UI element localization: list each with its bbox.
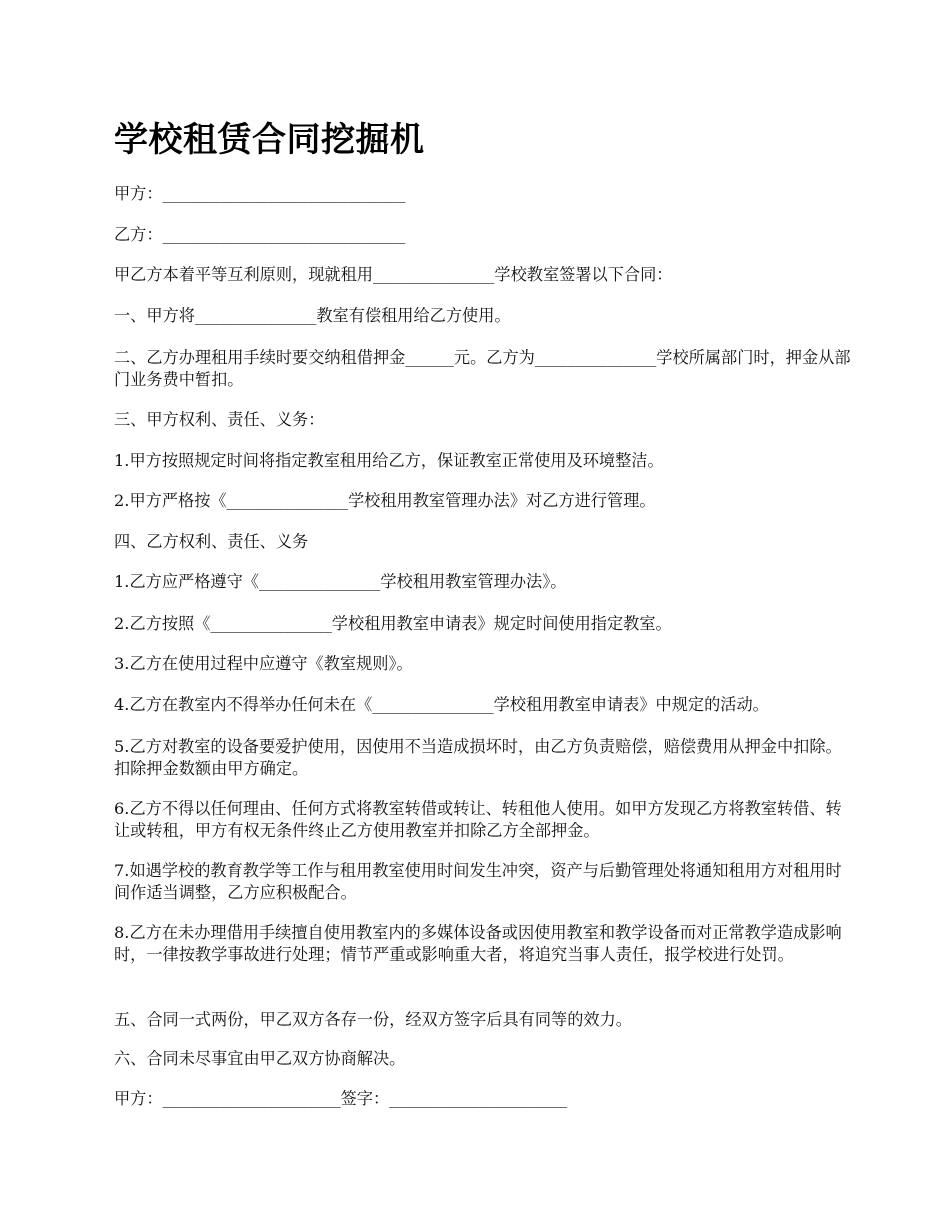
clause-4-1: 1.乙方应严格遵守《_______________学校租用教室管理办法》。	[114, 572, 567, 591]
clause-2: 二、乙方办理租用手续时要交纳租借押金______元。乙方为_______________学校所属部门时，押金从部门业务费中暂扣。	[114, 348, 851, 389]
section-3-heading: 三、甲方权利、责任、义务：	[114, 410, 325, 429]
document-title: 学校租赁合同挖掘机	[114, 120, 425, 160]
clause-1: 一、甲方将_______________教室有偿租用给乙方使用。	[114, 306, 511, 325]
preamble: 甲乙方本着平等互利原则，现就租用_______________学校教室签署以下合同：	[114, 265, 673, 284]
section-5: 五、合同一式两份，甲乙双方各存一份，经双方签字后具有同等的效力。	[114, 1010, 632, 1029]
party-b-line: 乙方：______________________________	[114, 225, 406, 244]
clause-3-1: 1.甲方按照规定时间将指定教室租用给乙方，保证教室正常使用及环境整洁。	[114, 451, 664, 470]
party-a-line: 甲方：______________________________	[114, 184, 406, 203]
clause-4-7: 7.如遇学校的教育教学等工作与租用教室使用时间发生冲突，资产与后勤管理处将通知租用方对租用时间作适当调整，乙方应积极配合。	[114, 861, 842, 902]
clause-4-2: 2.乙方按照《_______________学校租用教室申请表》规定时间使用指定教室。	[114, 614, 672, 633]
clause-3-2: 2.甲方严格按《_______________学校租用教室管理办法》对乙方进行管理。	[114, 491, 656, 510]
signature-line: 甲方：______________________签字：______________________	[114, 1089, 568, 1108]
clause-4-5: 5.乙方对教室的设备要爱护使用，因使用不当造成损坏时，由乙方负责赔偿，赔偿费用从押金中扣除。扣除押金数额由甲方确定。	[114, 737, 842, 778]
section-6: 六、合同未尽事宜由甲乙双方协商解决。	[114, 1049, 406, 1068]
clause-4-8: 8.乙方在未办理借用手续擅自使用教室内的多媒体设备或因使用教室和教学设备而对正常教学造成影响时，一律按教学事故进行处理；情节严重或影响重大者，将追究当事人责任，报学校进行处罚。	[114, 923, 842, 964]
section-4-heading: 四、乙方权利、责任、义务	[114, 532, 309, 551]
clause-4-3: 3.乙方在使用过程中应遵守《教室规则》。	[114, 654, 413, 673]
clause-4-4: 4.乙方在教室内不得举办任何未在《_______________学校租用教室申请表》中规定的活动。	[114, 695, 769, 714]
clause-4-6: 6.乙方不得以任何理由、任何方式将教室转借或转让、转租他人使用。如甲方发现乙方将教室转借、转让或转租，甲方有权无条件终止乙方使用教室并扣除乙方全部押金。	[114, 799, 842, 840]
